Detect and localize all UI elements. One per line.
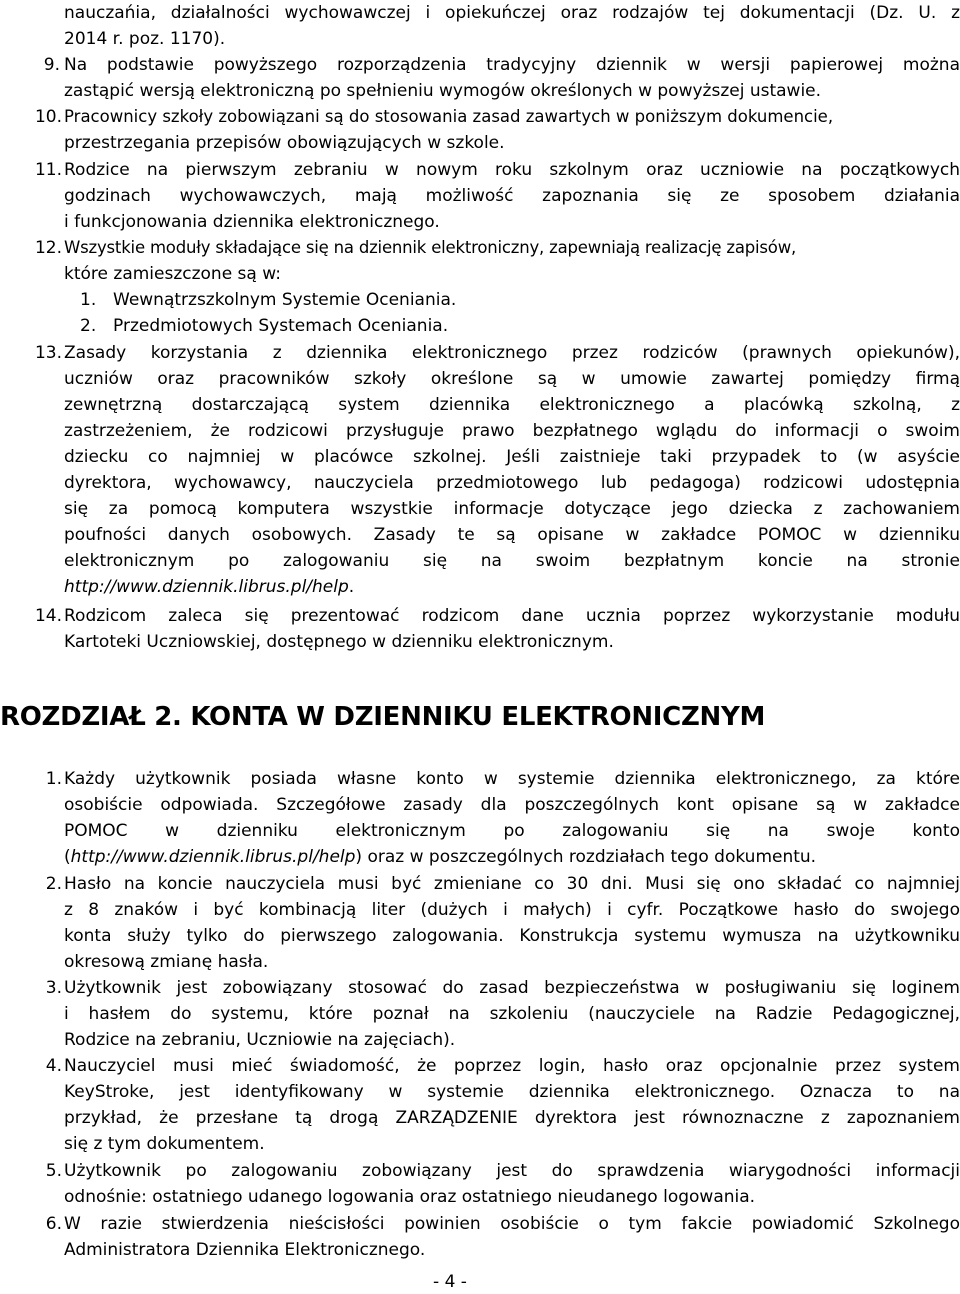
text-line: Hasło na koncie nauczyciela musi być zmieniane co 30 dni. Musi się ono składać co najmniej — [64, 874, 960, 894]
text-line: przykład, że przesłane tą drogą ZARZĄDZENIE dyrektora jest równoznaczne z zapoznaniem — [64, 1108, 960, 1128]
text-line: które zamieszczone są w: — [64, 264, 281, 284]
text-line: dyrektora, wychowawcy, nauczyciela przedmiotowego lub pedagoga) rodzicowi udostępnia — [64, 473, 960, 493]
text-line: Wszystkie moduły składające się na dziennik elektroniczny, zapewniają realizację zapisów, — [64, 238, 797, 257]
text-line: Nauczyciel musi mieć świadomość, że poprzez login, hasło oraz opcjonalnie przez system — [64, 1056, 960, 1076]
text-line: się z tym dokumentem. — [64, 1134, 265, 1154]
help-link[interactable]: http://www.dziennik.librus.pl/help — [64, 577, 349, 597]
item-number: 3. — [45, 978, 62, 998]
text-line: nauczańia, działalności wychowawczej i opiekuńczej oraz rodzajów tej dokumentacji (Dz. U. z — [64, 3, 960, 23]
item-number: 10. — [34, 107, 62, 127]
text-line — [64, 844, 960, 870]
link-suffix: . — [348, 577, 355, 597]
text-line: 2014 r. poz. 1170). — [64, 29, 226, 49]
subitem-text: Wewnątrzszkolnym Systemie Oceniania. — [113, 290, 457, 310]
item-number: 5. — [45, 1161, 62, 1181]
text-line: Rodzice na pierwszym zebraniu w nowym roku szkolnym oraz uczniowie na początkowych — [64, 160, 960, 180]
text-line: Użytkownik jest zobowiązany stosować do zasad bezpieczeństwa w posługiwaniu się loginem — [64, 978, 960, 998]
text-line: i funkcjonowania dziennika elektronicznego. — [64, 212, 440, 232]
text-line: okresową zmianę hasła. — [64, 952, 269, 972]
text-line: Rodzice na zebraniu, Uczniowie na zajęciach). — [64, 1030, 456, 1050]
subitem-number: 1. — [80, 290, 97, 310]
text-line: elektronicznym po zalogowaniu się na swoim bezpłatnym koncie na stronie — [64, 551, 960, 571]
chapter-heading: ROZDZIAŁ 2. KONTA W DZIENNIKU ELEKTRONICZNYM — [0, 702, 766, 732]
text-line: i hasłem do systemu, które poznał na szkoleniu (nauczyciele na Radzie Pedagogicznej, — [64, 1004, 960, 1024]
text-line: zastrzeżeniem, że rodzicowi przysługuje prawo bezpłatnego wglądu do informacji o swoim — [64, 421, 960, 441]
text-line: Rodzicom zaleca się prezentować rodzicom dane ucznia poprzez wykorzystanie modułu — [64, 606, 960, 626]
link-suffix: ) oraz w poszczególnych rozdziałach tego dokumentu. — [355, 847, 817, 867]
item-number: 1. — [45, 769, 62, 789]
text-line: przestrzegania przepisów obowiązujących w szkole. — [64, 133, 505, 153]
text-line: uczniów oraz pracowników szkoły określone są w umowie zawartej pomiędzy firmą — [64, 369, 960, 389]
text-line: Każdy użytkownik posiada własne konto w systemie dziennika elektronicznego, za które — [64, 769, 960, 789]
text-line: osobiście odpowiada. Szczegółowe zasady dla poszczególnych kont opisane są w zakładce — [64, 795, 960, 815]
text-line: KeyStroke, jest identyfikowany w systemie dziennika elektronicznego. Oznacza to na — [64, 1082, 960, 1102]
page-number: - 4 - — [433, 1272, 467, 1292]
text-line: konta służy tylko do pierwszego zalogowania. Konstrukcja systemu wymusza na użytkowniku — [64, 926, 960, 946]
item-number: 11. — [34, 160, 62, 180]
text-line: dziecku co najmniej w placówce szkolnej. Jeśli zaistnieje taki przypadek to (w asyście — [64, 447, 960, 467]
text-line: się za pomocą komputera wszystkie informacje dotyczące jego dziecka z zachowaniem — [64, 499, 960, 519]
link-prefix: ( — [64, 847, 71, 867]
item-number: 13. — [34, 343, 62, 363]
text-line: z 8 znaków i być kombinacją liter (dużych i małych) i cyfr. Początkowe hasło do swojego — [64, 900, 960, 920]
text-line: poufności danych osobowych. Zasady te są opisane w zakładce POMOC w dzienniku — [64, 525, 960, 545]
subitem-number: 2. — [80, 316, 97, 336]
text-line: Kartoteki Uczniowskiej, dostępnego w dzienniku elektronicznym. — [64, 632, 614, 652]
text-line: W razie stwierdzenia nieścisłości powinien osobiście o tym fakcie powiadomić Szkolnego — [64, 1214, 960, 1234]
text-line: odnośnie: ostatniego udanego logowania oraz ostatniego nieudanego logowania. — [64, 1187, 756, 1207]
item-number: 4. — [45, 1056, 62, 1076]
text-line: zewnętrzną dostarczającą system dziennika elektronicznego a placówką szkolną, z — [64, 395, 960, 415]
item-number: 2. — [45, 874, 62, 894]
text-line: Pracownicy szkoły zobowiązani są do stosowania zasad zawartych w poniższym dokumencie, — [64, 107, 834, 126]
item-number: 9. — [43, 55, 60, 75]
item-number: 6. — [45, 1214, 62, 1234]
text-line — [64, 574, 960, 600]
text-line: Zasady korzystania z dziennika elektronicznego przez rodziców (prawnych opiekunów), — [64, 343, 960, 363]
item-number: 14. — [34, 606, 62, 626]
text-line: POMOC w dzienniku elektronicznym po zalogowaniu się na swoje konto — [64, 821, 960, 841]
help-link[interactable]: http://www.dziennik.librus.pl/help — [70, 847, 356, 867]
subitem-text: Przedmiotowych Systemach Oceniania. — [113, 316, 449, 336]
item-number: 12. — [34, 238, 62, 258]
text-line: Administratora Dziennika Elektronicznego. — [64, 1240, 426, 1260]
text-line: zastąpić wersją elektroniczną po spełnieniu wymogów określonych w powyższej ustawie. — [64, 81, 822, 101]
text-line: Na podstawie powyższego rozporządzenia tradycyjny dziennik w wersji papierowej można — [64, 55, 960, 75]
text-line: godzinach wychowawczych, mają możliwość zapoznania się ze sposobem działania — [64, 186, 960, 206]
text-line: Użytkownik po zalogowaniu zobowiązany jest do sprawdzenia wiarygodności informacji — [64, 1161, 960, 1181]
